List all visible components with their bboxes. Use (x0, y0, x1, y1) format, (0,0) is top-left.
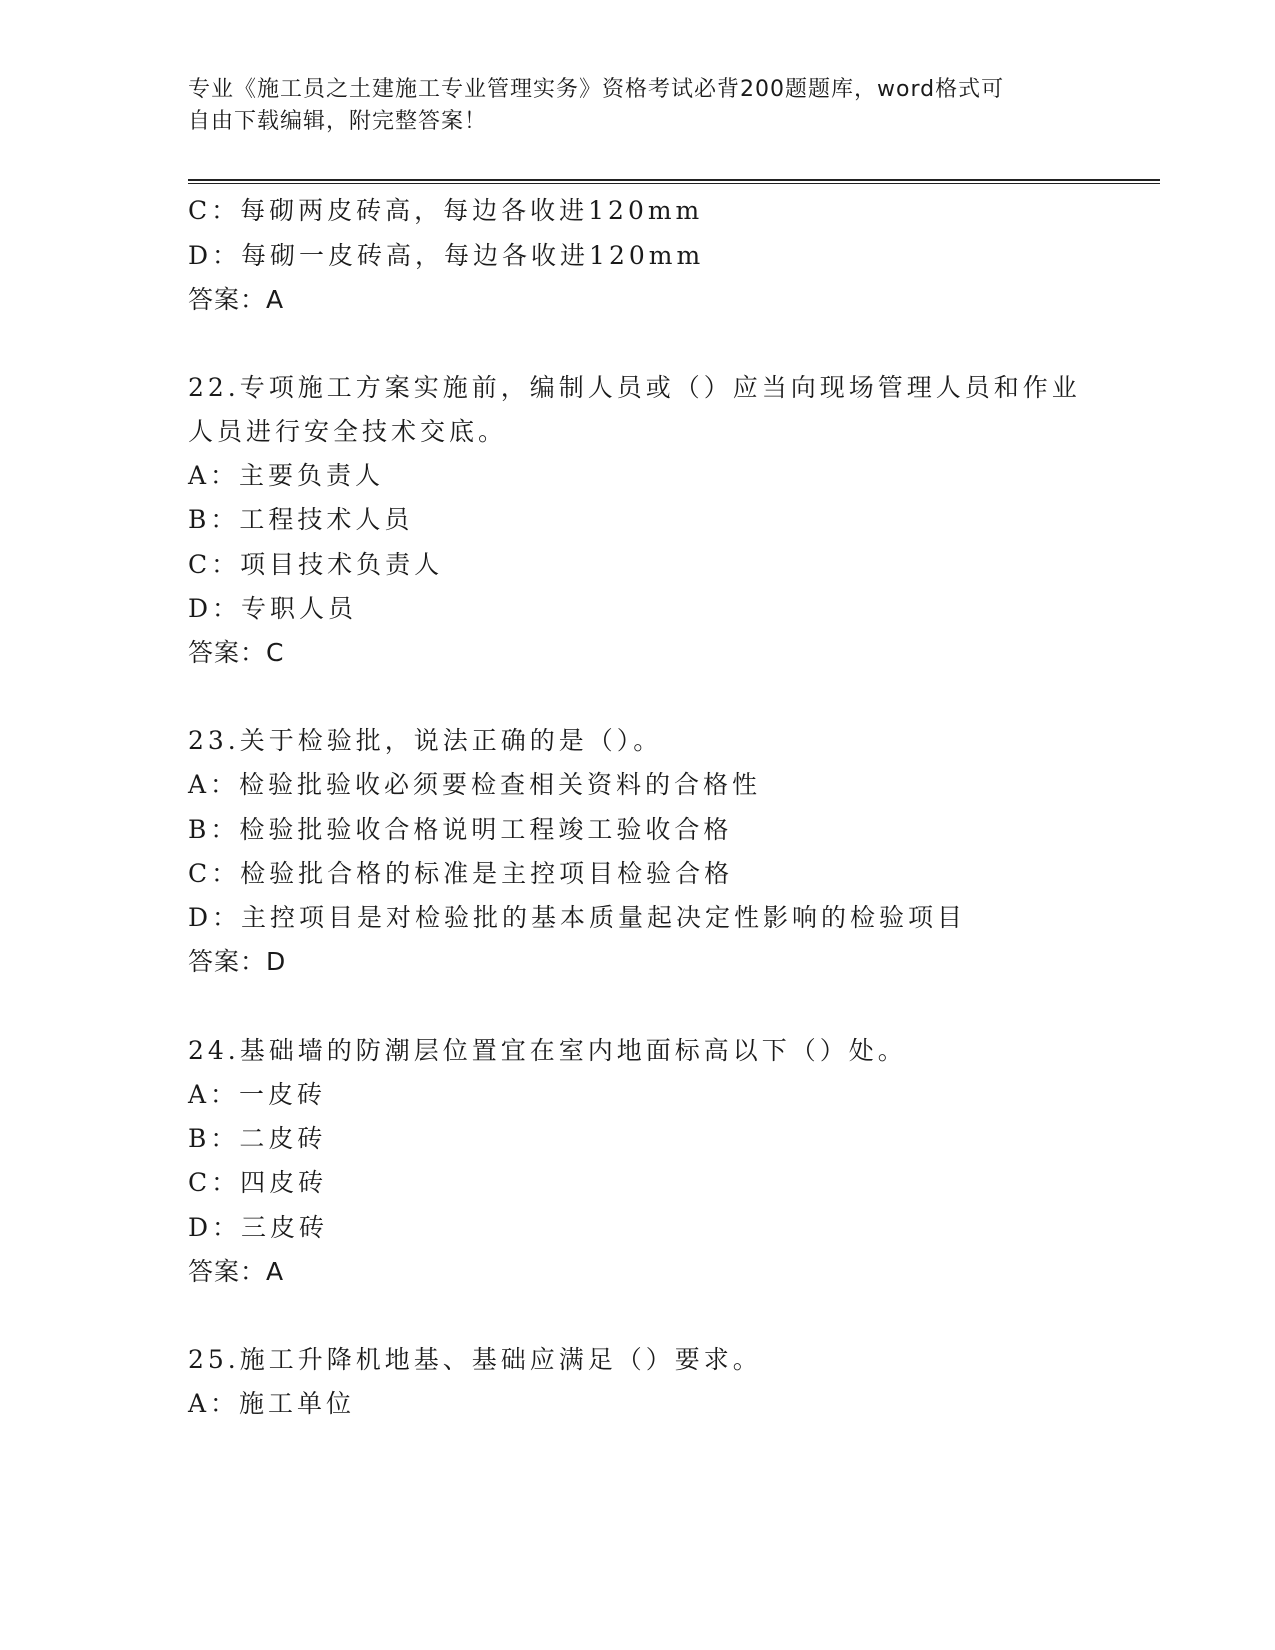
q21-option-c: C：每砌两皮砖高，每边各收进120mm (188, 196, 704, 225)
q24-option-b: B：二皮砖 (188, 1124, 327, 1153)
q22-answer: 答案：C (188, 638, 285, 667)
q22-option-c: C：项目技术负责人 (188, 550, 444, 579)
q21-option-d: D：每砌一皮砖高，每边各收进120mm (188, 241, 705, 270)
q25-stem: 25.施工升降机地基、基础应满足（）要求。 (188, 1345, 762, 1374)
q23-option-c: C：检验批合格的标准是主控项目检验合格 (188, 859, 734, 888)
q23-option-b: B：检验批验收合格说明工程竣工验收合格 (188, 815, 733, 844)
q23-answer: 答案：D (188, 947, 287, 976)
header-line-2: 自由下载编辑，附完整答案！ (188, 109, 488, 134)
q25-option-a: A：施工单位 (188, 1389, 356, 1418)
q22-option-b: B：工程技术人员 (188, 505, 414, 534)
q23-option-d: D：主控项目是对检验批的基本质量起决定性影响的检验项目 (188, 903, 967, 932)
q22-option-a: A：主要负责人 (188, 461, 385, 490)
header-line-1: 专业《施工员之土建施工专业管理实务》资格考试必背200题题库，word格式可 (188, 77, 1005, 102)
q24-answer: 答案：A (188, 1257, 285, 1286)
q22-stem-line-2: 人员进行安全技术交底。 (188, 417, 508, 446)
q22-option-d: D：专职人员 (188, 594, 358, 623)
q24-stem: 24.基础墙的防潮层位置宜在室内地面标高以下（）处。 (188, 1036, 907, 1065)
q23-stem: 23.关于检验批，说法正确的是（）。 (188, 726, 663, 755)
header-rule-thin (188, 183, 1160, 184)
header-rule-thick (188, 179, 1160, 181)
q24-option-a: A：一皮砖 (188, 1080, 327, 1109)
q23-option-a: A：检验批验收必须要检查相关资料的合格性 (188, 770, 762, 799)
q24-option-c: C：四皮砖 (188, 1168, 328, 1197)
q22-stem-line-1: 22.专项施工方案实施前，编制人员或（）应当向现场管理人员和作业 (188, 373, 1081, 402)
q24-option-d: D：三皮砖 (188, 1213, 329, 1242)
q21-answer: 答案：A (188, 285, 285, 314)
document-header (188, 74, 1088, 138)
